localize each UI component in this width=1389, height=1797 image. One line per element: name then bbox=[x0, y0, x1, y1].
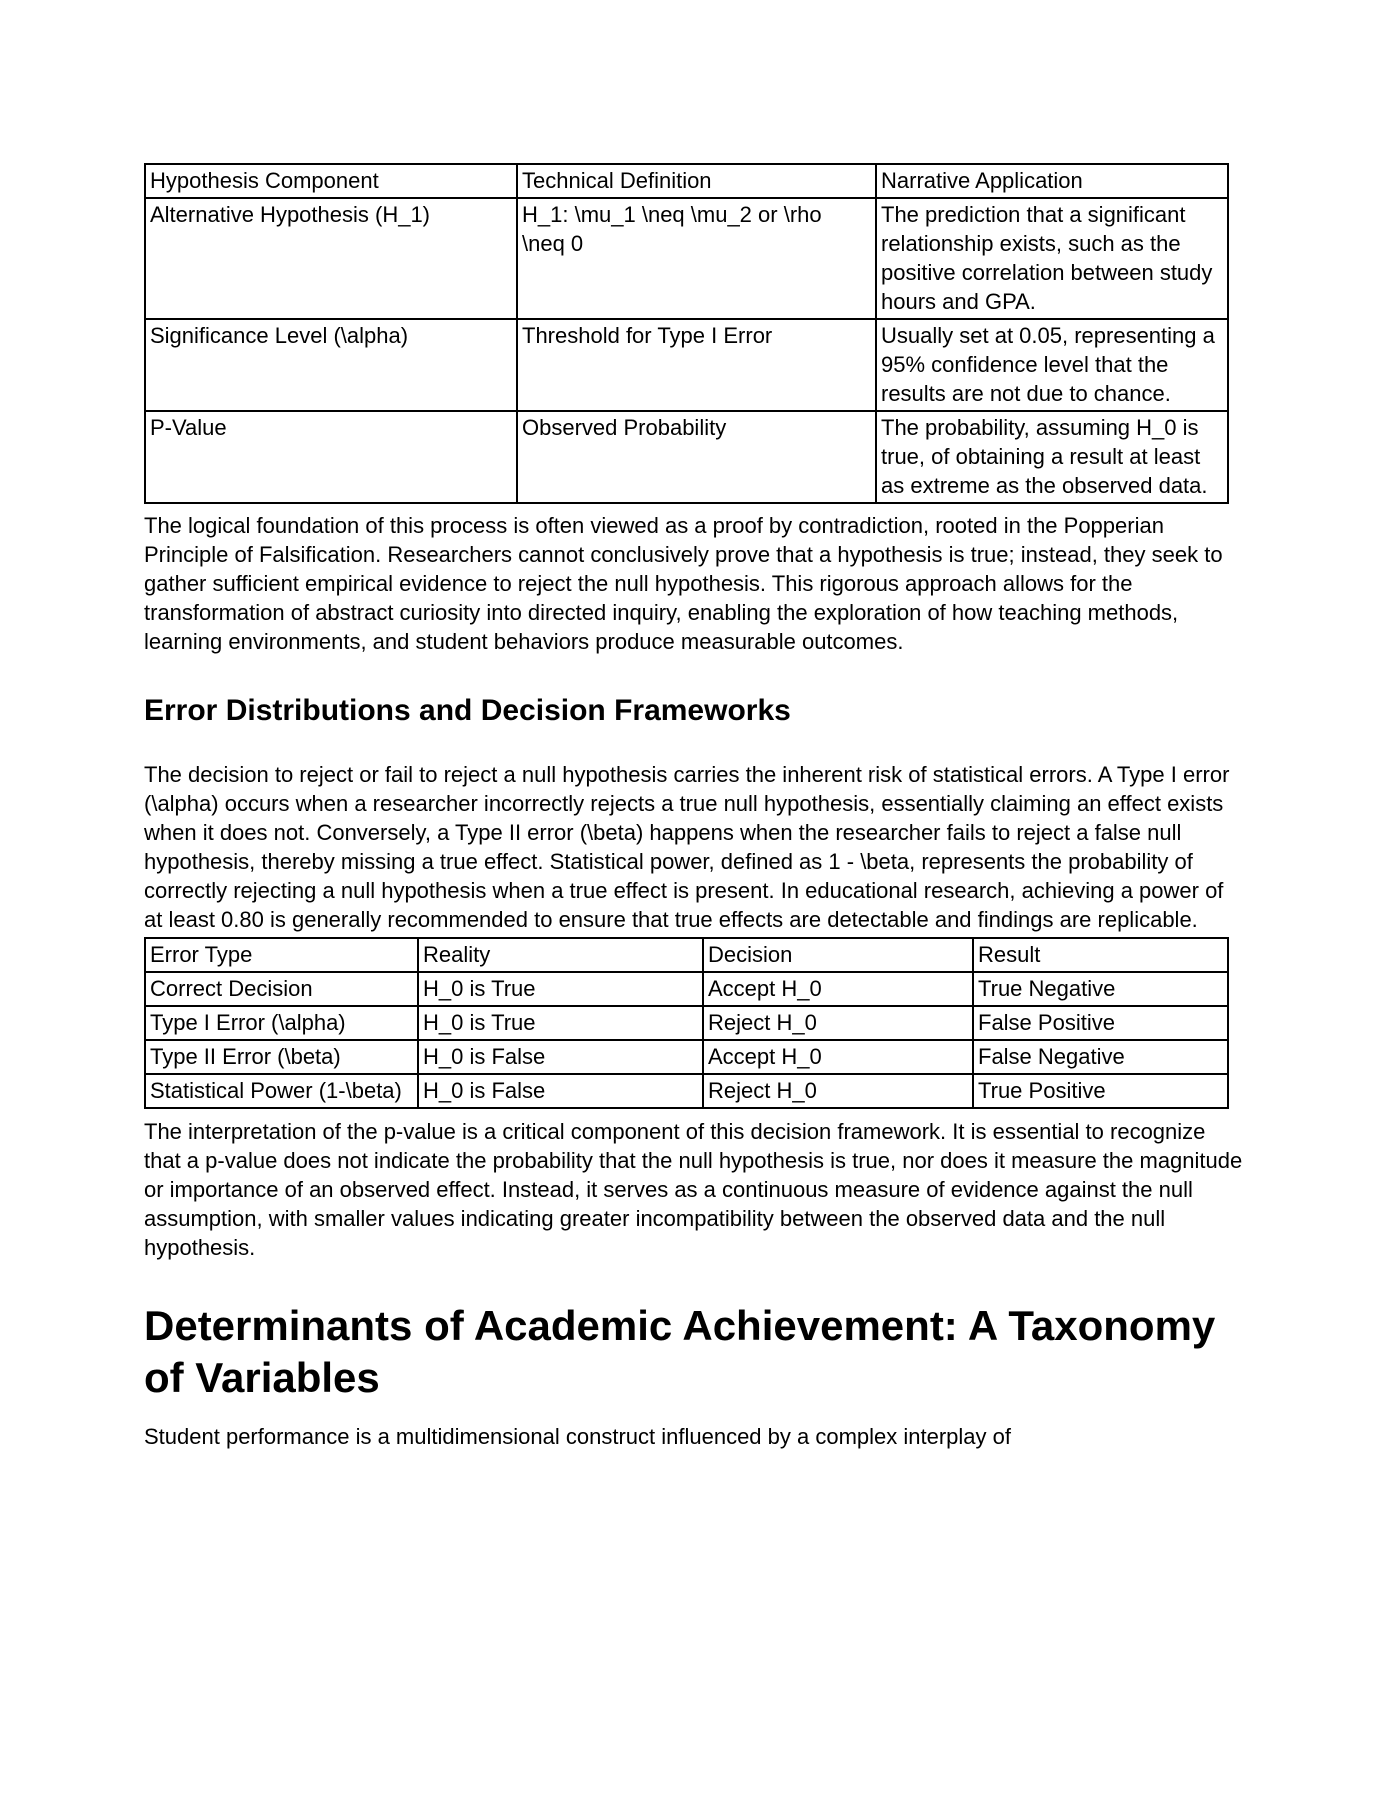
table-cell: Alternative Hypothesis (H_1) bbox=[145, 198, 517, 319]
column-header-hypothesis-component: Hypothesis Component bbox=[145, 164, 517, 198]
column-header-narrative-application: Narrative Application bbox=[876, 164, 1228, 198]
table-cell: Type I Error (\alpha) bbox=[145, 1006, 418, 1040]
table-cell: P-Value bbox=[145, 411, 517, 503]
table-cell: H_1: \mu_1 \neq \mu_2 or \rho \neq 0 bbox=[517, 198, 876, 319]
table-cell: Significance Level (\alpha) bbox=[145, 319, 517, 411]
table-cell: Correct Decision bbox=[145, 972, 418, 1006]
table-cell: Reject H_0 bbox=[703, 1006, 973, 1040]
table-row bbox=[145, 972, 1228, 1006]
table-cell: H_0 is True bbox=[418, 972, 703, 1006]
table-cell: Type II Error (\beta) bbox=[145, 1040, 418, 1074]
table-cell: H_0 is False bbox=[418, 1040, 703, 1074]
section-heading-error-distributions: Error Distributions and Decision Frameworks bbox=[144, 694, 791, 727]
table-row bbox=[145, 411, 1228, 503]
page-heading-determinants: Determinants of Academic Achievement: A Taxonomy of Variables bbox=[144, 1302, 1216, 1401]
table-cell: The probability, assuming H_0 is true, of obtaining a result at least as extreme as the observed data. bbox=[876, 411, 1228, 503]
table-cell: Usually set at 0.05, representing a 95% confidence level that the results are not due to chance. bbox=[876, 319, 1228, 411]
column-header-decision: Decision bbox=[703, 938, 973, 972]
table-cell: False Positive bbox=[973, 1006, 1228, 1040]
table-cell: Statistical Power (1-\beta) bbox=[145, 1074, 418, 1108]
table-cell: True Positive bbox=[973, 1074, 1228, 1108]
table-cell: True Negative bbox=[973, 972, 1228, 1006]
table-cell: Reject H_0 bbox=[703, 1074, 973, 1108]
column-header-reality: Reality bbox=[418, 938, 703, 972]
error-table-header-row bbox=[145, 938, 1228, 972]
paragraph-error-risk: The decision to reject or fail to reject a null hypothesis carries the inherent risk of statistical errors. A Type I error (\alpha) occurs when a researcher incorrectly rejects a true null hypothesis, essentially claiming an effect exists when it does not. Conversely, a Type II error (\beta) happens when the researcher fails to reject a false null hypothesis, thereby missing a true effect. Statistical power, defined as 1 - \beta, represents the probability of correctly rejecting a null hypothesis when a true effect is present. In educational research, achieving a power of at least 0.80 is generally recommended to ensure that true effects are detectable and findings are replicable. bbox=[144, 762, 1230, 932]
table-row bbox=[145, 1040, 1228, 1074]
table-cell: False Negative bbox=[973, 1040, 1228, 1074]
column-header-result: Result bbox=[973, 938, 1228, 972]
table-row bbox=[145, 1006, 1228, 1040]
table-cell: Threshold for Type I Error bbox=[517, 319, 876, 411]
paragraph-p-value-interpretation: The interpretation of the p-value is a critical component of this decision framework. It is essential to recognize that a p-value does not indicate the probability that the null hypothesis is true, nor does it measure the magnitude or importance of an observed effect. Instead, it serves as a continuous measure of evidence against the null assumption, with smaller values indicating greater incompatibility between the observed data and the null hypothesis. bbox=[144, 1119, 1243, 1260]
hypothesis-table-header-row bbox=[145, 164, 1228, 198]
table-cell: Accept H_0 bbox=[703, 1040, 973, 1074]
table-row bbox=[145, 319, 1228, 411]
table-cell: Observed Probability bbox=[517, 411, 876, 503]
table-cell: The prediction that a significant relationship exists, such as the positive correlation between study hours and GPA. bbox=[876, 198, 1228, 319]
table-cell: H_0 is True bbox=[418, 1006, 703, 1040]
table-row bbox=[145, 198, 1228, 319]
hypothesis-components-table bbox=[144, 163, 1229, 504]
paragraph-determinants-intro: Student performance is a multidimensional construct influenced by a complex interplay of bbox=[144, 1424, 1012, 1449]
column-header-error-type: Error Type bbox=[145, 938, 418, 972]
table-row bbox=[145, 1074, 1228, 1108]
table-cell: Accept H_0 bbox=[703, 972, 973, 1006]
paragraph-falsification: The logical foundation of this process is often viewed as a proof by contradiction, rooted in the Popperian Principle of Falsification. Researchers cannot conclusively prove that a hypothesis is true; instead, they seek to gather sufficient empirical evidence to reject the null hypothesis. This rigorous approach allows for the transformation of abstract curiosity into directed inquiry, enabling the exploration of how teaching methods, learning environments, and student behaviors produce measurable outcomes. bbox=[144, 513, 1223, 654]
table-cell: H_0 is False bbox=[418, 1074, 703, 1108]
column-header-technical-definition: Technical Definition bbox=[517, 164, 876, 198]
error-decision-table bbox=[144, 937, 1229, 1109]
